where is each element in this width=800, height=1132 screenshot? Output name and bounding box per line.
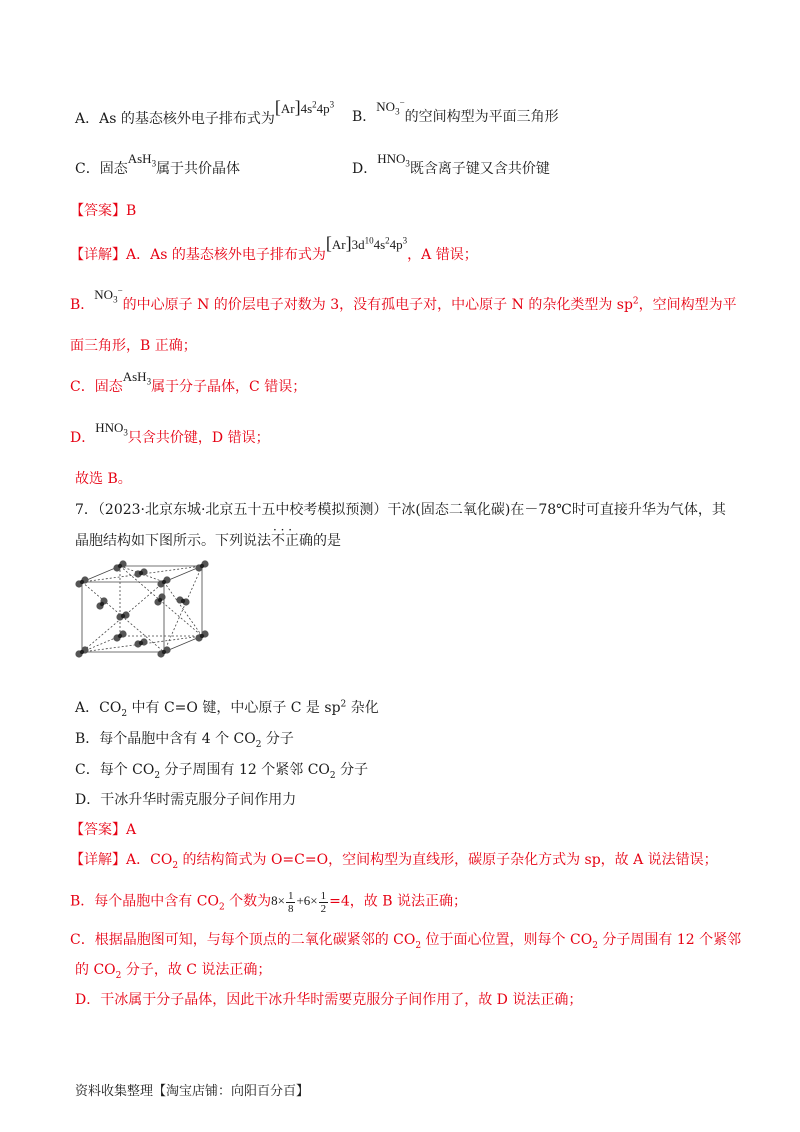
nitric-acid-formula: $HNO_3$ [377,151,410,169]
answer-label-2: 【答案】A [70,822,137,838]
full-electron-config-formula: $[Ar]3d^{10}4s^24p^3$ [325,233,408,253]
q7-option-c: C．每个 $CO_2$ 分子周围有 12 个紧邻 $CO_2$ 分子 [75,762,369,781]
q7-option-a: A．$CO_2$ 中有 C=O 键，中心原子 C 是 $sp^2$ 杂化 [75,699,379,719]
arsine-formula: AsH$_3$ [127,151,157,169]
detail-c-2-cont: 的 $CO_2$ 分子，故 C 说法正确； [75,962,272,981]
detail-a-1: 【详解】A．As 的基态核外电子排布式为$[Ar]3d^{10}4s^24p^3$，A 错误； [70,233,478,263]
electron-config-formula: $[Ar]4s^24p^3$ [274,97,335,117]
option-a: A．As 的基态核外电子排布式为$[Ar]4s^24p^3$ [75,97,335,127]
option-b: B．$NO_3^-$的空间构型为平面三角形 [352,97,559,125]
detail-c-2: C．根据晶胞图可知，与每个顶点的二氧化碳紧邻的 $CO_2$ 位于面心位置，则每个 $CO_2$ 分子周围有 12 个紧邻 [70,932,742,951]
footer-source: 资料收集整理【淘宝店铺：向阳百分百】 [75,1084,310,1099]
question-7-stem-line1: 7．（2023·北京东城·北京五十五中校考模拟预测）干冰(固态二氧化碳)在－78℃时可直接升华为气体，其 [75,502,726,518]
detail-c-1: C．固态AsH$_3$属于分子晶体，C 错误； [70,369,307,395]
conclusion-1: 故选 B。 [75,471,132,487]
q7-option-b: B．每个晶胞中含有 4 个 $CO_2$ 分子 [75,731,294,750]
detail-a-2: 【详解】A．$CO_2$ 的结构简式为 O=C=O，空间构型为直线形，碳原子杂化方式为 sp，故 A 说法错误； [70,852,718,871]
detail-b-1-cont: 面三角形，B 正确； [70,338,197,354]
nitric-acid-formula-detail: $HNO_3$ [95,420,128,438]
option-d: D．$HNO_3$既含离子键又含共价键 [352,151,550,177]
nitrate-formula-detail: $NO_3^-$ [94,285,123,305]
detail-d-2: D．干冰属于分子晶体，因此干冰升华时需要克服分子间作用了，故 D 说法正确； [75,992,583,1008]
detail-d-1: D．$HNO_3$只含共价键，D 错误； [70,420,270,446]
question-7-stem-line2: 晶胞结构如下图所示。下列说法· · · 不正确的是 [75,532,341,550]
option-c: C．固态AsH$_3$属于共价晶体 [75,151,241,177]
detail-b-2: B．每个晶胞中含有 $CO_2$ 个数为8× $\frac{1}{8}$ +6× $\frac{1}{2}$ =4，故 B 说法正确； [70,890,467,915]
dry-ice-unit-cell-diagram [72,560,212,670]
arsine-formula-detail: AsH$_3$ [122,369,152,387]
answer-label-1: 【答案】B [70,203,137,219]
nitrate-formula: $NO_3^-$ [376,97,405,117]
q7-option-d: D．干冰升华时需克服分子间作用力 [75,792,297,808]
count-formula: 8× $\frac{1}{8}$ +6× $\frac{1}{2}$ [271,890,327,915]
emphasis-not-correct: · · · 不正确 [271,533,313,549]
detail-b-1: B．$NO_3^-$的中心原子 N 的价层电子对数为 3，没有孤电子对，中心原子 N 的杂化类型为 $sp^2$，空间构型为平 [70,285,737,313]
